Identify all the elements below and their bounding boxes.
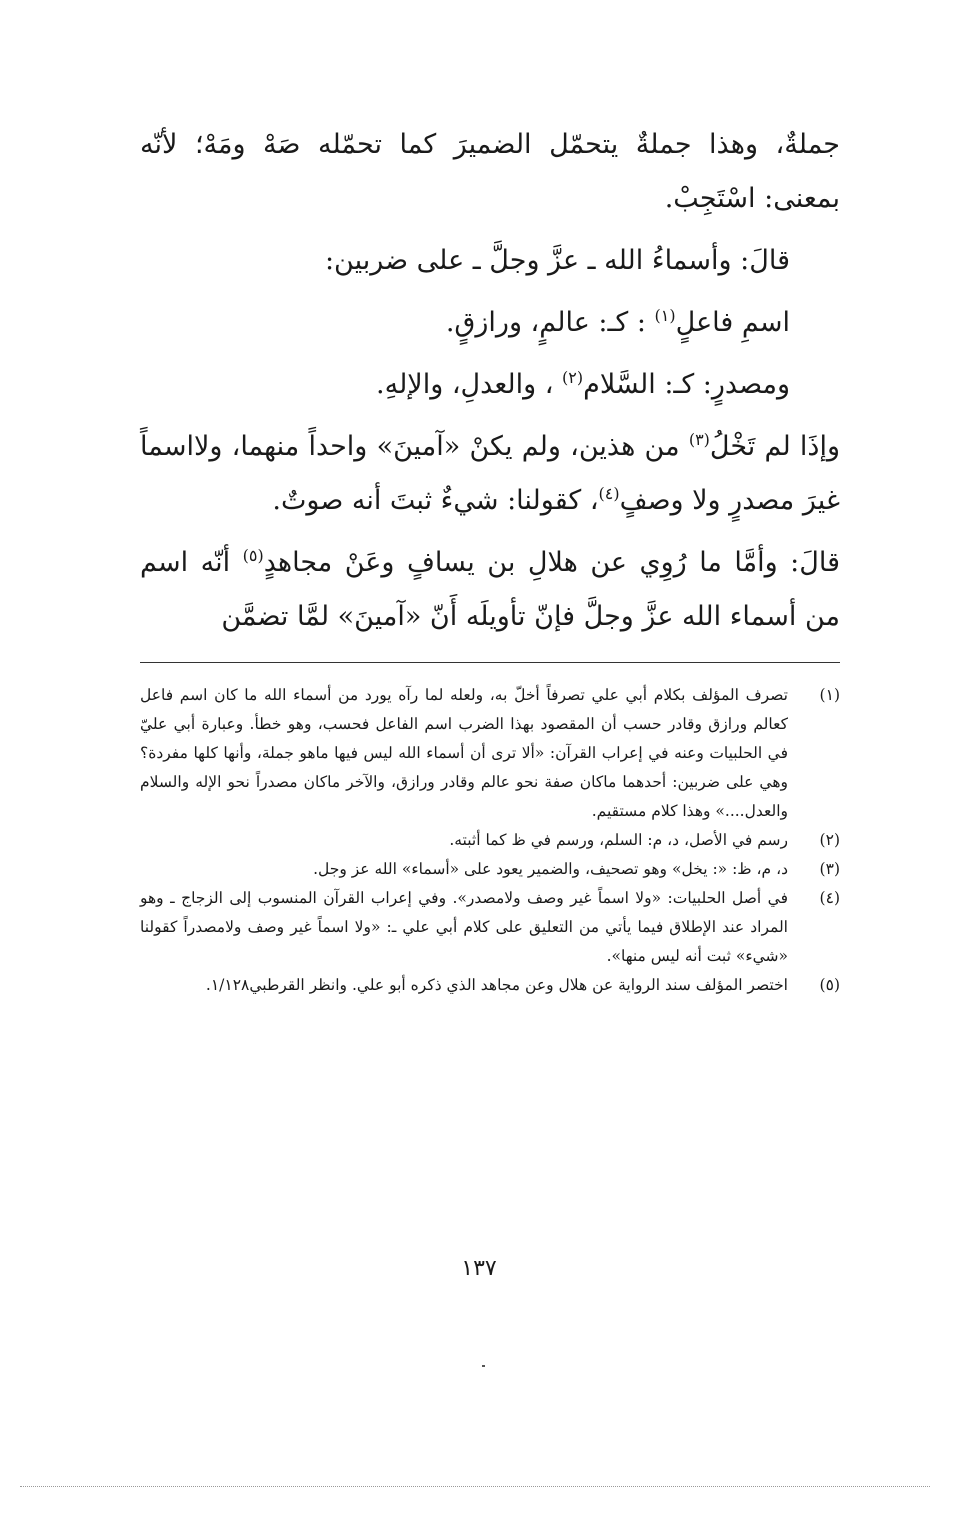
paragraph-4 — [140, 358, 840, 412]
footnote-text: في أصل الحلبيات: «ولا اسماً غير وصف ولامصدر». وفي إعراب القرآن المنسوب إلى الزجاج ـ وهو المراد عند الإطلاق فيما يأتي من التعليق على كلام أبي علي ـ: «ولا اسماً غير وصف ولامصدراً كقولنا «شيء» ثبت أنه ليس منها». — [140, 889, 788, 965]
footnote-number: (٢) — [819, 831, 840, 849]
footnote-text: رسم في الأصل، د، م: السلم، ورسم في ظ كما أثبته. — [449, 831, 788, 849]
scan-edge-line — [20, 1486, 930, 1487]
footnote-text: اختصر المؤلف سند الرواية عن هلال وعن مجاهد الذي ذكره أبو علي. وانظر القرطبي١/١٢٨. — [205, 976, 788, 994]
footnote-1 — [140, 681, 840, 826]
paragraph-3-text: اسمِ فاعلٍ — [675, 307, 790, 338]
paragraph-6-continuation: أنّه اسم من أسماء الله عزَّ وجلَّ فإنّ تأويلَه أَنّ «آمينَ» لمَّا تضمَّن — [140, 547, 840, 632]
page-body — [140, 118, 840, 1000]
footnote-ref-3[interactable]: (٣) — [688, 430, 710, 449]
paragraph-6-text: قالَ: وأمَّا ما رُوِي عن هلالِ بن يسافٍ وعَنْ مجاهدٍ — [263, 547, 840, 578]
footnote-number: (٤) — [819, 889, 840, 907]
paragraph-2-text: قالَ: وأسماءُ الله ـ عزَّ وجلَّ ـ على ضربين: — [324, 245, 790, 276]
paragraph-1 — [140, 118, 840, 226]
paragraph-5-ending: ، كقولنا: شيءٌ ثبتَ أنه صوتٌ. — [272, 485, 599, 516]
footnote-separator — [140, 662, 840, 663]
scan-speck — [482, 1365, 485, 1367]
paragraph-5 — [140, 420, 840, 528]
paragraph-4-continuation: ، والعدلِ، والإلهِ. — [376, 369, 554, 400]
paragraph-2 — [140, 234, 840, 288]
footnote-3 — [140, 855, 840, 884]
footnote-2 — [140, 826, 840, 855]
paragraph-3-continuation: : كـ: عالمٍ، ورازقٍ. — [445, 307, 646, 338]
footnote-4 — [140, 884, 840, 971]
footnote-text: تصرف المؤلف بكلام أبي علي تصرفاً أخلّ به، ولعله لما رآه يورد من أسماء الله ما كان اسم فاعل كعالم ورازق وقادر حسب أن المقصود بهذا الضرب اسم الفاعل فحسب، وهو خطأ. وعبارة أبي عليّ في الحلبيات وعنه في إعراب القرآن: «ألا ترى أن أسماء الله ليس فيها ماهو جملة، وأنها كلها مفردة؟ وهي على ضربين: أحدهما ماكان صفة نحو عالم وقادر ورازق، والآخر ماكان مصدراً نحو الإله والسلام والعدل....» وهذا كلام مستقيم. — [140, 686, 788, 820]
footnote-ref-4[interactable]: (٤) — [598, 484, 620, 503]
main-text — [140, 118, 840, 644]
footnote-text: د، م، ظ: «: يخل» وهو تصحيف، والضمير يعود على «أسماء» الله عز وجل. — [313, 860, 788, 878]
paragraph-4-text: ومصدرٍ: كـ: السَّلام — [583, 369, 790, 400]
footnote-5 — [140, 971, 840, 1000]
paragraph-6 — [140, 536, 840, 644]
footnote-ref-1[interactable]: (١) — [654, 306, 676, 325]
paragraph-5-continuation: من هذين، ولم يكنْ «آمينَ» واحداً منهما، ولااسماً غيرَ مصدرٍ ولا وصفٍ — [140, 431, 840, 516]
paragraph-3 — [140, 296, 840, 350]
footnote-number: (١) — [819, 686, 840, 704]
paragraph-5-text: وإذَا لم تَخْلُ — [709, 431, 840, 462]
footnote-ref-2[interactable]: (٢) — [562, 368, 584, 387]
footnote-ref-5[interactable]: (٥) — [242, 546, 264, 565]
paragraph-1-text: جملةٌ، وهذا جملةٌ يتحمّل الضميرَ كما تحمّله صَهْ ومَهْ؛ لأنّه بمعنى: اسْتَجِبْ. — [140, 129, 840, 214]
footnote-number: (٣) — [819, 860, 840, 878]
page-number: ١٣٧ — [461, 1256, 497, 1281]
footnote-number: (٥) — [819, 976, 840, 994]
footnotes — [140, 681, 840, 1000]
